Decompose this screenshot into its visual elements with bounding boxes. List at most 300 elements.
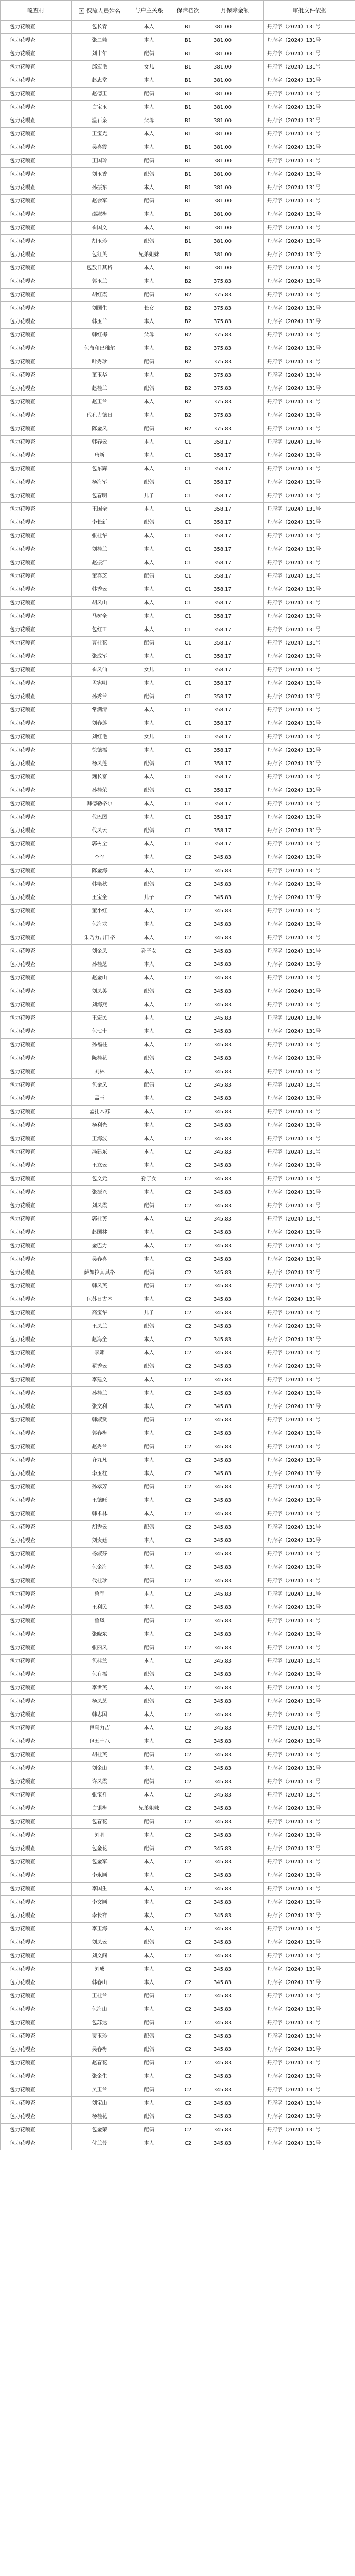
cell-monthly-amount: 345.83 [206,1320,264,1333]
table-row [1,1869,355,1883]
cell-level: C2 [170,2043,206,2057]
cell-monthly-amount: 345.83 [206,1280,264,1293]
table-row [1,891,355,905]
cell-approval-basis: 丹府字（2024）131号 [264,1106,355,1119]
cell-relation: 配偶 [128,355,170,369]
cell-monthly-amount: 345.83 [206,878,264,891]
cell-level: C1 [170,476,206,489]
cell-relation: 本人 [128,1012,170,1025]
filter-dropdown-icon[interactable]: ▾ [79,8,84,14]
cell-person-name: 郭玉兰 [72,275,128,289]
cell-level: C2 [170,905,206,918]
cell-relation: 本人 [128,1119,170,1132]
cell-monthly-amount: 381.00 [206,248,264,262]
cell-relation: 本人 [128,1762,170,1775]
table-row [1,1387,355,1400]
cell-village: 包力花嘎查 [1,1119,72,1132]
cell-monthly-amount: 358.17 [206,771,264,784]
cell-approval-basis: 丹府字（2024）131号 [264,998,355,1012]
cell-person-name: 刘文阁 [72,1950,128,1963]
cell-monthly-amount: 381.00 [206,114,264,128]
cell-level: C1 [170,463,206,476]
header-monthly-amount: 月保障金额 [206,1,264,21]
cell-relation: 本人 [128,556,170,570]
cell-village: 包力花嘎查 [1,784,72,798]
cell-relation: 配偶 [128,1615,170,1628]
cell-village: 包力花嘎查 [1,155,72,168]
cell-relation: 配偶 [128,2057,170,2070]
cell-level: C2 [170,1307,206,1320]
cell-person-name: 李娜 [72,1347,128,1360]
cell-village: 包力花嘎查 [1,2057,72,2070]
cell-approval-basis: 丹府字（2024）131号 [264,1548,355,1561]
cell-approval-basis: 丹府字（2024）131号 [264,2110,355,2124]
cell-level: C2 [170,1521,206,1534]
cell-village: 包力花嘎查 [1,1213,72,1226]
cell-level: C2 [170,1159,206,1173]
cell-village: 包力花嘎查 [1,1869,72,1883]
cell-relation: 父母 [128,329,170,342]
cell-person-name: 韩艳秋 [72,878,128,891]
cell-approval-basis: 丹府字（2024）131号 [264,302,355,315]
table-row [1,355,355,369]
cell-relation: 配偶 [128,1548,170,1561]
table-row [1,302,355,315]
cell-person-name: 刘贵廷 [72,1534,128,1548]
table-row [1,503,355,516]
table-row [1,1802,355,1816]
cell-village: 包力花嘎查 [1,851,72,865]
cell-monthly-amount: 345.83 [206,1106,264,1119]
cell-relation: 兄弟姐妹 [128,248,170,262]
cell-village: 包力花嘎查 [1,623,72,637]
cell-approval-basis: 丹府字（2024）131号 [264,1601,355,1615]
table-row [1,1213,355,1226]
cell-level: B1 [170,114,206,128]
cell-monthly-amount: 345.83 [206,1132,264,1146]
cell-relation: 本人 [128,369,170,382]
cell-level: C2 [170,1092,206,1106]
cell-approval-basis: 丹府字（2024）131号 [264,114,355,128]
cell-level: C1 [170,771,206,784]
cell-relation: 本人 [128,342,170,355]
table-row [1,2003,355,2016]
cell-person-name: 韩凤英 [72,1280,128,1293]
cell-monthly-amount: 345.83 [206,851,264,865]
cell-village: 包力花嘎查 [1,436,72,449]
cell-level: C2 [170,1012,206,1025]
table-row [1,905,355,918]
cell-approval-basis: 丹府字（2024）131号 [264,1923,355,1936]
table-row [1,597,355,610]
cell-village: 包力花嘎查 [1,1534,72,1548]
cell-person-name: 刘桂兰 [72,543,128,556]
cell-person-name: 包海龙 [72,918,128,931]
cell-level: C2 [170,1615,206,1628]
cell-approval-basis: 丹府字（2024）131号 [264,1159,355,1173]
cell-approval-basis: 丹府字（2024）131号 [264,208,355,222]
cell-village: 包力花嘎查 [1,945,72,958]
cell-person-name: 张桂华 [72,530,128,543]
cell-village: 包力花嘎查 [1,2083,72,2097]
cell-person-name: 王桂兰 [72,1990,128,2003]
cell-approval-basis: 丹府字（2024）131号 [264,222,355,235]
cell-person-name: 代孔力德日 [72,409,128,422]
cell-person-name: 王海波 [72,1132,128,1146]
cell-monthly-amount: 345.83 [206,2030,264,2043]
table-row [1,1735,355,1749]
cell-approval-basis: 丹府字（2024）131号 [264,1789,355,1802]
table-row [1,2097,355,2110]
cell-village: 包力花嘎查 [1,516,72,530]
cell-approval-basis: 丹府字（2024）131号 [264,570,355,583]
cell-person-name: 李国生 [72,1883,128,1896]
cell-person-name: 徐德福 [72,744,128,757]
table-row [1,1789,355,1802]
cell-person-name: 刘国生 [72,302,128,315]
header-person-name[interactable]: ▾ 保障人员姓名 [72,1,128,21]
cell-approval-basis: 丹府字（2024）131号 [264,677,355,690]
cell-village: 包力花嘎查 [1,1360,72,1374]
cell-monthly-amount: 345.83 [206,1682,264,1695]
table-row [1,650,355,664]
cell-monthly-amount: 345.83 [206,1762,264,1775]
cell-level: C2 [170,891,206,905]
cell-person-name: 赵振江 [72,556,128,570]
cell-person-name: 代凤云 [72,824,128,838]
table-row [1,128,355,141]
cell-relation: 儿子 [128,1307,170,1320]
cell-monthly-amount: 345.83 [206,2057,264,2070]
cell-relation: 本人 [128,1387,170,1400]
cell-relation: 本人 [128,1896,170,1909]
cell-monthly-amount: 381.00 [206,168,264,181]
cell-relation: 孙子女 [128,945,170,958]
cell-person-name: 翟秀云 [72,1360,128,1374]
cell-approval-basis: 丹府字（2024）131号 [264,1588,355,1601]
cell-person-name: 包苏达 [72,2016,128,2030]
cell-person-name: 胡桂英 [72,1749,128,1762]
table-row [1,1280,355,1293]
cell-level: C2 [170,878,206,891]
cell-monthly-amount: 345.83 [206,1909,264,1923]
cell-relation: 本人 [128,771,170,784]
cell-level: C2 [170,1079,206,1092]
cell-approval-basis: 丹府字（2024）131号 [264,1360,355,1374]
cell-level: C1 [170,570,206,583]
cell-relation: 本人 [128,704,170,717]
cell-monthly-amount: 345.83 [206,1494,264,1507]
cell-level: C1 [170,664,206,677]
cell-monthly-amount: 345.83 [206,1896,264,1909]
cell-village: 包力花嘎查 [1,878,72,891]
cell-monthly-amount: 358.17 [206,489,264,503]
cell-person-name: 韩德勒格尔 [72,798,128,811]
cell-village: 包力花嘎查 [1,1735,72,1749]
cell-relation: 本人 [128,503,170,516]
table-row [1,1963,355,1976]
table-row [1,476,355,489]
cell-person-name: 杨桂花 [72,2110,128,2124]
table-row [1,1240,355,1253]
cell-monthly-amount: 345.83 [206,1588,264,1601]
cell-relation: 配偶 [128,2124,170,2137]
cell-village: 包力花嘎查 [1,61,72,74]
table-row [1,1534,355,1548]
cell-approval-basis: 丹府字（2024）131号 [264,436,355,449]
cell-person-name: 胡秀云 [72,1521,128,1534]
cell-level: C2 [170,1963,206,1976]
cell-relation: 本人 [128,396,170,409]
cell-village: 包力花嘎查 [1,1414,72,1427]
cell-village: 包力花嘎查 [1,382,72,396]
table-row [1,1936,355,1950]
cell-person-name: 包敖日其格 [72,262,128,275]
cell-person-name: 高宝华 [72,1307,128,1320]
cell-village: 包力花嘎查 [1,2097,72,2110]
cell-approval-basis: 丹府字（2024）131号 [264,476,355,489]
cell-village: 包力花嘎查 [1,1052,72,1065]
cell-village: 包力花嘎查 [1,2137,72,2150]
cell-approval-basis: 丹府字（2024）131号 [264,1896,355,1909]
cell-village: 包力花嘎查 [1,597,72,610]
cell-relation: 本人 [128,1213,170,1226]
cell-village: 包力花嘎查 [1,891,72,905]
cell-level: C2 [170,1829,206,1842]
cell-approval-basis: 丹府字（2024）131号 [264,1280,355,1293]
table-row [1,516,355,530]
cell-person-name: 包海山 [72,2003,128,2016]
cell-relation: 配偶 [128,690,170,704]
cell-monthly-amount: 345.83 [206,972,264,985]
cell-level: B1 [170,181,206,195]
cell-monthly-amount: 358.17 [206,623,264,637]
cell-monthly-amount: 381.00 [206,155,264,168]
cell-level: B1 [170,34,206,47]
cell-approval-basis: 丹府字（2024）131号 [264,597,355,610]
cell-village: 包力花嘎查 [1,731,72,744]
cell-monthly-amount: 345.83 [206,1012,264,1025]
cell-level: C1 [170,677,206,690]
cell-village: 包力花嘎查 [1,489,72,503]
cell-approval-basis: 丹府字（2024）131号 [264,1735,355,1749]
cell-monthly-amount: 345.83 [206,1199,264,1213]
cell-village: 包力花嘎查 [1,1199,72,1213]
table-row [1,757,355,771]
cell-relation: 本人 [128,1829,170,1842]
cell-person-name: 孙翠芳 [72,1481,128,1494]
cell-approval-basis: 丹府字（2024）131号 [264,851,355,865]
cell-person-name: 王宝全 [72,891,128,905]
cell-person-name: 包长青 [72,21,128,34]
cell-monthly-amount: 345.83 [206,1561,264,1574]
cell-approval-basis: 丹府字（2024）131号 [264,838,355,851]
cell-level: C2 [170,1374,206,1387]
cell-person-name: 鲁凤 [72,1615,128,1628]
cell-person-name: 赵国林 [72,1226,128,1240]
cell-approval-basis: 丹府字（2024）131号 [264,530,355,543]
cell-person-name: 代桂珍 [72,1574,128,1588]
cell-approval-basis: 丹府字（2024）131号 [264,141,355,155]
cell-level: C2 [170,1119,206,1132]
cell-village: 包力花嘎查 [1,543,72,556]
table-row [1,101,355,114]
cell-monthly-amount: 345.83 [206,1802,264,1816]
cell-village: 包力花嘎查 [1,1909,72,1923]
table-row [1,289,355,302]
cell-monthly-amount: 375.83 [206,275,264,289]
cell-village: 包力花嘎查 [1,1186,72,1199]
cell-approval-basis: 丹府字（2024）131号 [264,556,355,570]
table-row [1,1440,355,1454]
cell-monthly-amount: 375.83 [206,315,264,329]
cell-village: 包力花嘎查 [1,1347,72,1360]
cell-monthly-amount: 345.83 [206,1695,264,1708]
cell-relation: 本人 [128,1708,170,1722]
cell-relation: 本人 [128,1146,170,1159]
cell-monthly-amount: 345.83 [206,1963,264,1976]
cell-monthly-amount: 381.00 [206,128,264,141]
cell-level: C2 [170,1293,206,1307]
cell-approval-basis: 丹府字（2024）131号 [264,1574,355,1588]
cell-monthly-amount: 358.17 [206,543,264,556]
cell-monthly-amount: 345.83 [206,1454,264,1467]
cell-approval-basis: 丹府字（2024）131号 [264,824,355,838]
cell-monthly-amount: 375.83 [206,369,264,382]
cell-relation: 本人 [128,851,170,865]
cell-level: C2 [170,1481,206,1494]
cell-monthly-amount: 345.83 [206,1440,264,1454]
cell-monthly-amount: 345.83 [206,1936,264,1950]
table-row [1,1601,355,1615]
cell-approval-basis: 丹府字（2024）131号 [264,1293,355,1307]
table-row [1,972,355,985]
cell-monthly-amount: 358.17 [206,463,264,476]
cell-person-name: 邵淑梅 [72,208,128,222]
table-row [1,1012,355,1025]
cell-monthly-amount: 345.83 [206,1119,264,1132]
cell-person-name: 常满清 [72,704,128,717]
cell-person-name: 郭树全 [72,838,128,851]
cell-village: 包力花嘎查 [1,21,72,34]
cell-monthly-amount: 358.17 [206,449,264,463]
cell-approval-basis: 丹府字（2024）131号 [264,2016,355,2030]
table-row [1,275,355,289]
cell-level: C2 [170,945,206,958]
cell-person-name: 孟玉 [72,1092,128,1106]
cell-level: C1 [170,824,206,838]
cell-approval-basis: 丹府字（2024）131号 [264,1025,355,1039]
cell-relation: 配偶 [128,1320,170,1333]
cell-monthly-amount: 381.00 [206,262,264,275]
cell-person-name: 萨如拉其其格 [72,1266,128,1280]
cell-monthly-amount: 358.17 [206,784,264,798]
table-row [1,2057,355,2070]
cell-village: 包力花嘎查 [1,34,72,47]
cell-person-name: 鲁军 [72,1588,128,1601]
cell-approval-basis: 丹府字（2024）131号 [264,1507,355,1521]
cell-level: C2 [170,1467,206,1481]
cell-level: C2 [170,1199,206,1213]
table-row [1,677,355,690]
cell-relation: 本人 [128,1963,170,1976]
cell-approval-basis: 丹府字（2024）131号 [264,396,355,409]
cell-relation: 本人 [128,931,170,945]
cell-level: C2 [170,1025,206,1039]
table-row [1,690,355,704]
cell-person-name: 崔国文 [72,222,128,235]
cell-person-name: 李长祥 [72,1909,128,1923]
cell-approval-basis: 丹府字（2024）131号 [264,717,355,731]
cell-level: C2 [170,1507,206,1521]
cell-level: B2 [170,289,206,302]
cell-approval-basis: 丹府字（2024）131号 [264,422,355,436]
cell-village: 包力花嘎查 [1,583,72,597]
cell-relation: 本人 [128,677,170,690]
cell-relation: 本人 [128,530,170,543]
cell-monthly-amount: 345.83 [206,891,264,905]
cell-village: 包力花嘎查 [1,1923,72,1936]
cell-approval-basis: 丹府字（2024）131号 [264,1668,355,1682]
cell-monthly-amount: 345.83 [206,1467,264,1481]
cell-monthly-amount: 345.83 [206,998,264,1012]
cell-person-name: 陈金海 [72,865,128,878]
cell-person-name: 包春花 [72,1816,128,1829]
cell-person-name: 邱宏艳 [72,61,128,74]
cell-level: C2 [170,2030,206,2043]
cell-approval-basis: 丹府字（2024）131号 [264,128,355,141]
cell-village: 包力花嘎查 [1,2016,72,2030]
cell-monthly-amount: 345.83 [206,918,264,931]
cell-relation: 本人 [128,2137,170,2150]
cell-level: C2 [170,1253,206,1266]
cell-level: B1 [170,168,206,181]
cell-person-name: 杨海军 [72,476,128,489]
table-row [1,1132,355,1146]
cell-relation: 配偶 [128,2016,170,2030]
cell-approval-basis: 丹府字（2024）131号 [264,784,355,798]
cell-relation: 配偶 [128,382,170,396]
cell-relation: 配偶 [128,1668,170,1682]
cell-village: 包力花嘎查 [1,1106,72,1119]
cell-relation: 配偶 [128,1574,170,1588]
cell-monthly-amount: 345.83 [206,2124,264,2137]
cell-village: 包力花嘎查 [1,664,72,677]
cell-approval-basis: 丹府字（2024）131号 [264,463,355,476]
cell-village: 包力花嘎查 [1,409,72,422]
table-row [1,1775,355,1789]
table-row [1,329,355,342]
cell-monthly-amount: 345.83 [206,1829,264,1842]
cell-approval-basis: 丹府字（2024）131号 [264,771,355,784]
cell-relation: 配偶 [128,1052,170,1065]
cell-monthly-amount: 345.83 [206,1628,264,1641]
cell-level: C2 [170,985,206,998]
table-body [1,21,355,2150]
cell-monthly-amount: 381.00 [206,101,264,114]
cell-village: 包力花嘎查 [1,422,72,436]
cell-village: 包力花嘎查 [1,1936,72,1950]
cell-relation: 配偶 [128,2110,170,2124]
cell-approval-basis: 丹府字（2024）131号 [264,731,355,744]
cell-relation: 本人 [128,717,170,731]
cell-approval-basis: 丹府字（2024）131号 [264,181,355,195]
table-row [1,918,355,931]
cell-village: 包力花嘎查 [1,2030,72,2043]
cell-person-name: 李长新 [72,516,128,530]
cell-person-name: 王国全 [72,503,128,516]
cell-approval-basis: 丹府字（2024）131号 [264,1213,355,1226]
